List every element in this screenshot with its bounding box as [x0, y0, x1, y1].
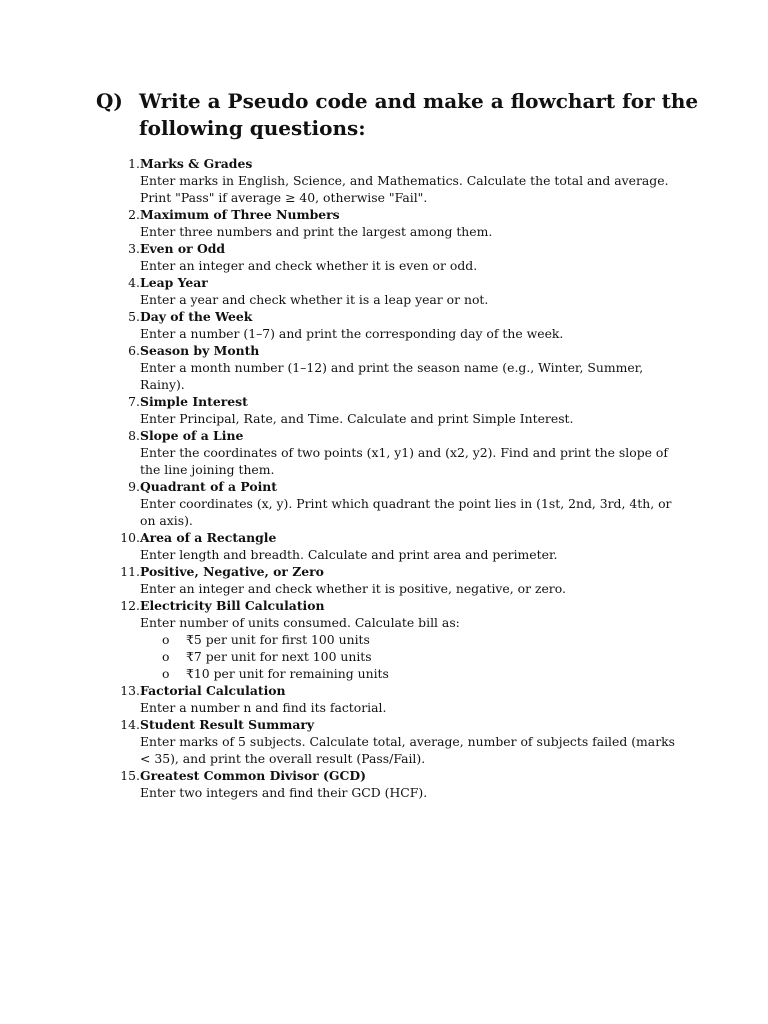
item-number: 12.: [120, 598, 140, 613]
item-description: Enter coordinates (x, y). Print which quadrant the point lies in (1st, 2nd, 3rd, 4th, or on axis).: [140, 496, 672, 528]
item-description: Enter two integers and find their GCD (HCF).: [140, 785, 428, 800]
item-number: 2.: [128, 207, 140, 222]
question-list: [104, 155, 684, 801]
item-title: Student Result Summary: [140, 717, 315, 732]
bullet-marker: o: [162, 666, 170, 681]
bill-rate-text: ₹7 per unit for next 100 units: [186, 649, 372, 664]
item-number: 5.: [128, 309, 140, 324]
bill-rate-item: [140, 648, 684, 665]
question-heading: [96, 88, 716, 142]
list-item: [104, 308, 684, 342]
item-title: Marks & Grades: [140, 156, 253, 171]
item-description: Enter a number (1–7) and print the corresponding day of the week.: [140, 326, 564, 341]
list-item: [104, 529, 684, 563]
item-title: Simple Interest: [140, 394, 248, 409]
item-description: Enter three numbers and print the largest among them.: [140, 224, 493, 239]
item-description: Enter an integer and check whether it is positive, negative, or zero.: [140, 581, 566, 596]
item-number: 1.: [128, 156, 140, 171]
list-item: [104, 767, 684, 801]
item-title: Season by Month: [140, 343, 260, 358]
item-description: Enter a year and check whether it is a leap year or not.: [140, 292, 489, 307]
list-item: [104, 563, 684, 597]
item-title: Area of a Rectangle: [140, 530, 277, 545]
bill-rate-item: [140, 665, 684, 682]
question-label: Q): [96, 89, 123, 113]
item-number: 3.: [128, 241, 140, 256]
item-description: Enter a month number (1–12) and print the season name (e.g., Winter, Summer, Rainy).: [140, 360, 644, 392]
item-description: Enter the coordinates of two points (x1, y1) and (x2, y2). Find and print the slope of the line joining them.: [140, 445, 668, 477]
list-item: [104, 274, 684, 308]
item-title: Slope of a Line: [140, 428, 244, 443]
bullet-marker: o: [162, 649, 170, 664]
list-item: [104, 478, 684, 529]
item-number: 13.: [120, 683, 140, 698]
item-description: Enter an integer and check whether it is even or odd.: [140, 258, 478, 273]
bill-rate-text: ₹5 per unit for first 100 units: [186, 632, 370, 647]
item-title: Positive, Negative, or Zero: [140, 564, 324, 579]
list-item: [104, 342, 684, 393]
item-title: Maximum of Three Numbers: [140, 207, 340, 222]
item-description: Enter marks of 5 subjects. Calculate total, average, number of subjects failed (marks < 35), and print the overall result (Pass/Fail).: [140, 734, 675, 766]
item-description: Enter number of units consumed. Calculate bill as:: [140, 615, 460, 630]
bill-rate-item: [140, 631, 684, 648]
item-number: 4.: [128, 275, 140, 290]
item-description: Enter Principal, Rate, and Time. Calculate and print Simple Interest.: [140, 411, 574, 426]
item-number: 6.: [128, 343, 140, 358]
list-item: [104, 206, 684, 240]
item-title: Day of the Week: [140, 309, 253, 324]
item-number: 10.: [120, 530, 140, 545]
item-title: Quadrant of a Point: [140, 479, 278, 494]
list-item: [104, 155, 684, 206]
item-title: Factorial Calculation: [140, 683, 286, 698]
item-description: Enter marks in English, Science, and Mathematics. Calculate the total and average. Print "Pass" if average ≥ 40, otherwise "Fail".: [140, 173, 669, 205]
list-item: [104, 427, 684, 478]
item-number: 9.: [128, 479, 140, 494]
item-description: Enter length and breadth. Calculate and print area and perimeter.: [140, 547, 558, 562]
item-title: Even or Odd: [140, 241, 226, 256]
item-number: 15.: [120, 768, 140, 783]
item-title: Leap Year: [140, 275, 208, 290]
list-item: [104, 393, 684, 427]
item-title: Greatest Common Divisor (GCD): [140, 768, 366, 783]
item-title: Electricity Bill Calculation: [140, 598, 325, 613]
item-number: 7.: [128, 394, 140, 409]
list-item: [104, 240, 684, 274]
item-number: 14.: [120, 717, 140, 732]
bullet-marker: o: [162, 632, 170, 647]
item-number: 11.: [120, 564, 140, 579]
bill-rate-list: [140, 631, 684, 682]
bill-rate-text: ₹10 per unit for remaining units: [186, 666, 389, 681]
item-description: Enter a number n and find its factorial.: [140, 700, 387, 715]
list-item: [104, 716, 684, 767]
list-item: [104, 597, 684, 682]
list-item: [104, 682, 684, 716]
item-number: 8.: [128, 428, 140, 443]
question-heading-text: Write a Pseudo code and make a flowchart for the following questions:: [139, 89, 699, 140]
